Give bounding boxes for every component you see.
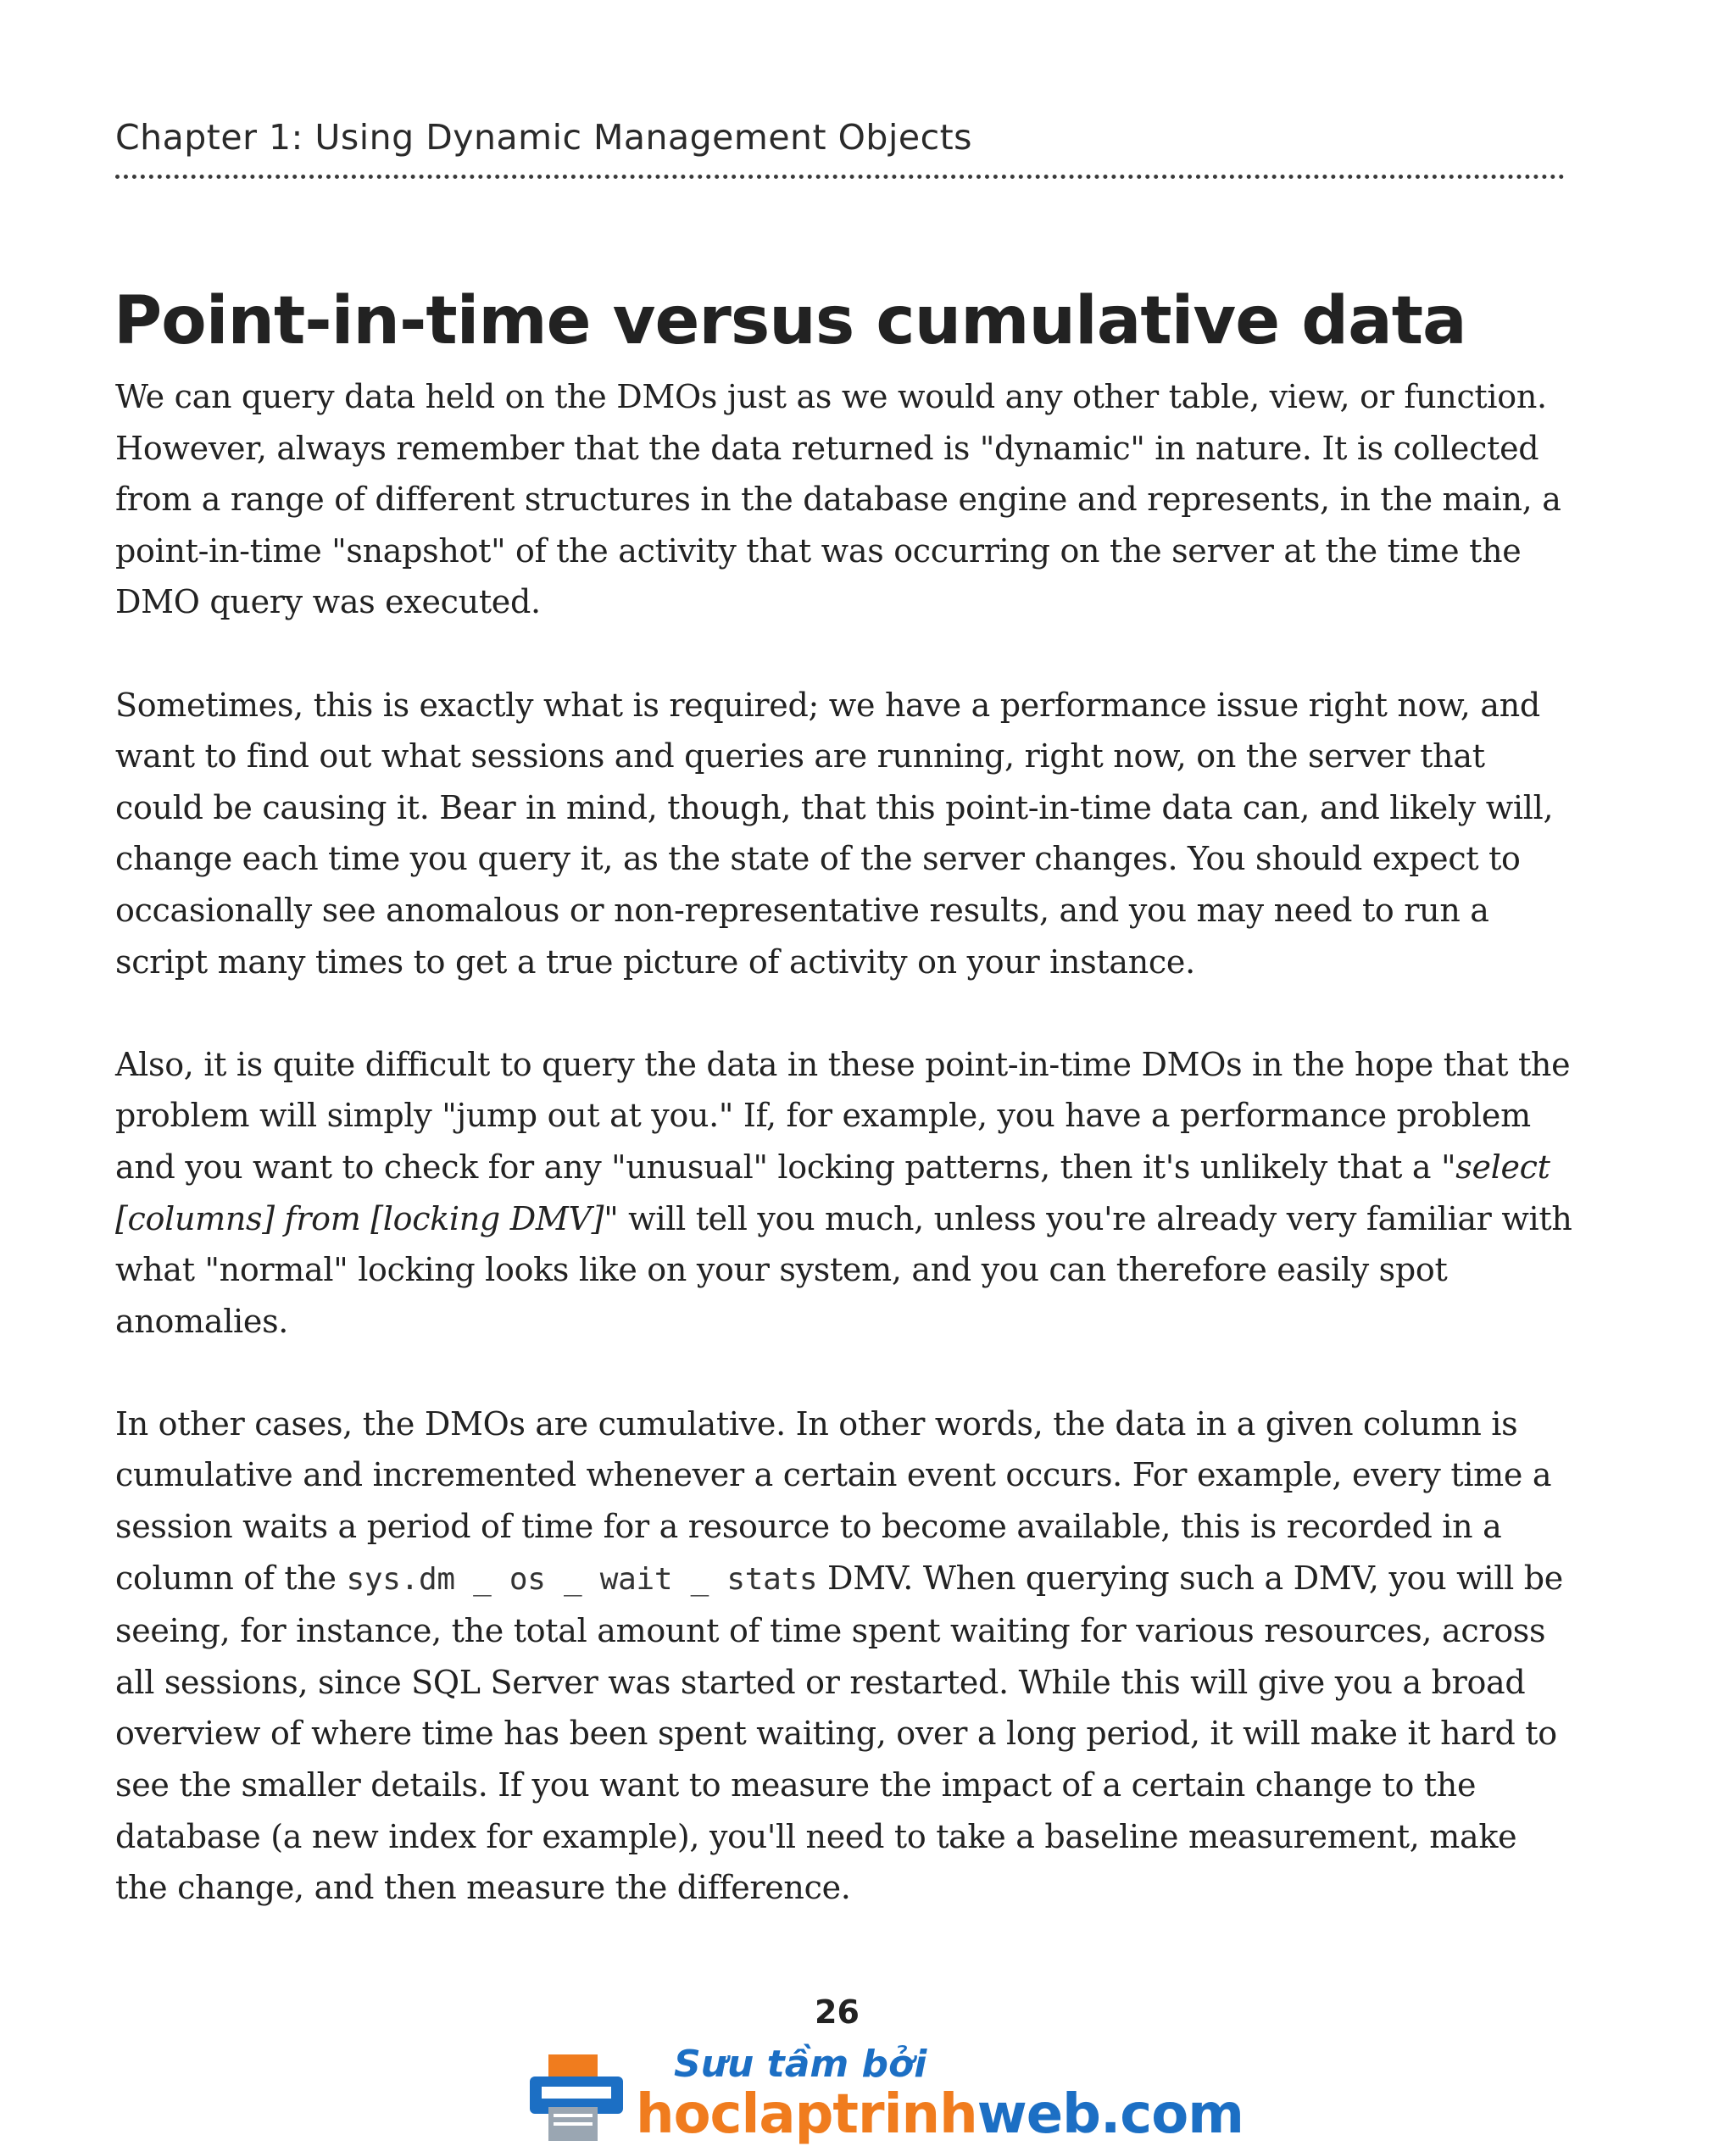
paragraph-3-text-start: Also, it is quite difficult to query the data in these point-in-time DMOs in the hope that the problem will simply "jump out at you." If, for example, you have a performance problem and you want to check for any "unusual" locking patterns, then it's unlikely that a " [115,1045,1571,1186]
running-header: Chapter 1: Using Dynamic Management Objects [115,117,973,158]
watermark-site-part1: hoclaptrinh [636,2083,977,2146]
watermark-tagline: Sưu tầm bởi [674,2043,927,2086]
section-title: Point-in-time versus cumulative data [114,283,1466,360]
paragraph-1: We can query data held on the DMOs just as we would any other table, view, or function. However, always remember that the data returned is "dynamic" in nature. It is collected from a range of different structures in the database engine and represents, in the main, a point-in-time "snapshot" of the activity that was occurring on the server at the time the DMO query was executed. [115,378,1561,621]
paragraph-4 [115,1398,1573,1914]
watermark [530,2043,1244,2146]
paragraph-3-italic-query: select [columns] from [locking DMV] [115,1148,1550,1237]
paragraph-4-code: sys.dm _ os _ wait _ stats [346,1561,818,1597]
paragraph-4-text-end: DMV. When querying such a DMV, you will be seeing, for instance, the total amount of time spent waiting for various resources, across all sessions, since SQL Server was started or restarted. While this will give you a broad overview of where time has been spent waiting, over a long period, it will make it hard to see the smaller details. If you want to measure the impact of a certain change to the database (a new index for example), you'll need to take a baseline measurement, make the change, and then measure the difference. [115,1559,1563,1907]
paragraph-3 [115,1039,1573,1348]
paragraph-2: Sometimes, this is exactly what is required; we have a performance issue right now, and want to find out what sessions and queries are running, right now, on the server that could be causing it. Bear in mind, though, that this point-in-time data can, and likely will, change each time you query it, as the state of the server changes. You should expect to occasionally see anomalous or non-representative results, and you may need to run a script many times to get a true picture of activity on your instance. [115,686,1554,981]
body-text [115,371,1573,1965]
watermark-site [636,2083,1244,2146]
paragraph-4-text-start: In other cases, the DMOs are cumulative. In other words, the data in a given column is cumulative and incremented whenever a certain event occurs. For example, every time a session waits a period of time for a resource to become available, this is recorded in a column of the [115,1404,1552,1597]
watermark-site-part2: web.com [976,2083,1244,2146]
header-dotted-rule [115,175,1565,179]
paragraph-3-text-end: " will tell you much, unless you're already very familiar with what "normal" locking looks like on your system, and you can therefore easily spot anomalies. [115,1199,1572,1340]
printer-logo-icon [530,2054,623,2141]
page-number: 26 [815,1993,860,2031]
